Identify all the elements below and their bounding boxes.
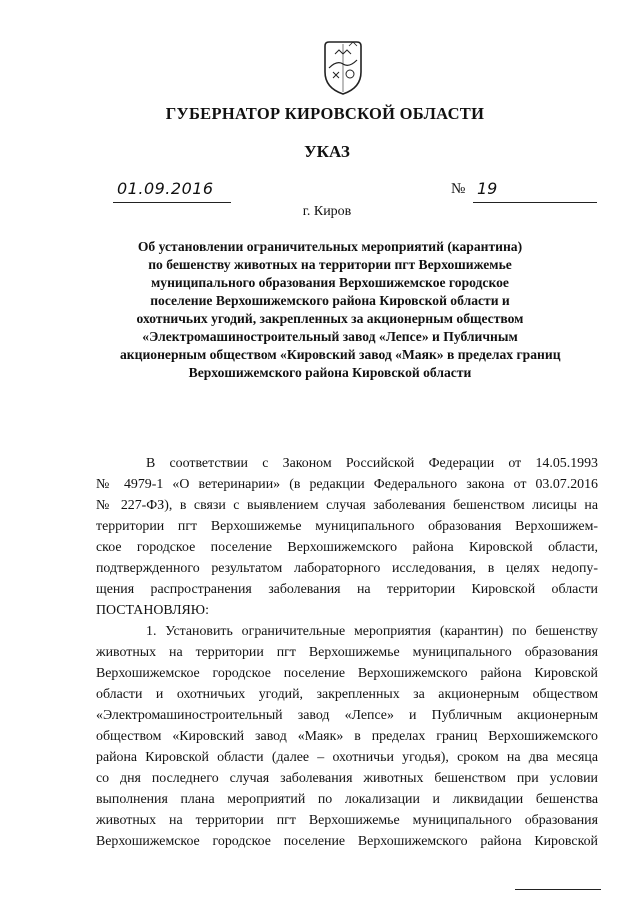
decree-date-field: [113, 181, 231, 205]
number-underline: [473, 202, 597, 203]
body-line: района Кировской области (далее – охотничьи угодья), сроком на два месяца: [96, 750, 598, 765]
issue-city: г. Киров: [302, 204, 352, 219]
body-line: выполнения плана мероприятий по локализации и ликвидации бешенства: [96, 792, 598, 807]
coat-of-arms-emblem: [323, 38, 363, 96]
decree-number: 19: [477, 179, 498, 198]
body-line: ское городское поселение Верхошижемского района Кировской области,: [96, 540, 598, 555]
title-line: Об установлении ограничительных мероприятий (карантина): [137, 239, 523, 254]
decree-number-field: [473, 181, 597, 205]
body-line: В соответствии с Законом Российской Федерации от 14.05.1993: [146, 456, 598, 471]
body-line: животных на территории пгт Верхошижемье муниципального образования: [96, 645, 598, 660]
body-line: со дня последнего случая заболевания животных бешенством при условии: [96, 771, 598, 786]
title-line: «Электромашиностроительный завод «Лепсе» и Публичным: [142, 329, 518, 344]
title-line: поселение Верхошижемского района Кировской области и: [150, 293, 510, 308]
title-line: Верхошижемского района Кировской области: [188, 365, 472, 380]
body-line: Верхошижемское городское поселение Верхошижемского района Кировской: [96, 834, 598, 849]
title-line: по бешенству животных на территории пгт Верхошижемье: [148, 257, 512, 272]
decree-title: [120, 238, 561, 382]
body-line: территории пгт Верхошижемье муниципального образования Верхошижем-: [96, 519, 598, 534]
body-line: Верхошижемское городское поселение Верхошижемского района Кировской: [96, 666, 598, 681]
body-line: 1. Установить ограничительные мероприятия (карантин) по бешенству: [146, 624, 598, 639]
body-line: животных на территории пгт Верхошижемье муниципального образования: [96, 813, 598, 828]
decree-body: [96, 453, 598, 852]
body-line: щения распространения заболевания на территории Кировской области: [96, 582, 598, 597]
issuer-heading: ГУБЕРНАТОР КИРОВСКОЙ ОБЛАСТИ: [165, 104, 485, 123]
document-type-heading: УКАЗ: [304, 142, 350, 161]
title-line: муниципального образования Верхошижемское городское: [151, 275, 509, 290]
body-line: «Электромашиностроительный завод «Лепсе» и Публичным акционерным: [96, 708, 598, 723]
number-label: №: [451, 181, 466, 197]
date-underline: [113, 202, 231, 203]
title-line: охотничьих угодий, закрепленных за акционерным обществом: [136, 311, 524, 326]
body-line-resolution: ПОСТАНОВЛЯЮ:: [96, 603, 209, 618]
title-line: акционерным обществом «Кировский завод «Маяк» в пределах границ: [120, 347, 561, 362]
body-line: области и охотничьих угодий, закрепленных за акционерным обществом: [96, 687, 598, 702]
body-line: № 227-ФЗ), в связи с выявлением случая заболевания бешенством лисицы на: [96, 498, 598, 513]
body-line: подтвержденного результатом лабораторного исследования, в целях недопу-: [96, 561, 598, 576]
decree-date: 01.09.2016: [117, 179, 214, 198]
body-line: № 4979-1 «О ветеринарии» (в редакции Федерального закона от 03.07.2016: [96, 477, 598, 492]
footnote-separator: [515, 889, 601, 890]
body-line: обществом «Кировский завод «Маяк» в пределах границ Верхошижемского: [96, 729, 598, 744]
